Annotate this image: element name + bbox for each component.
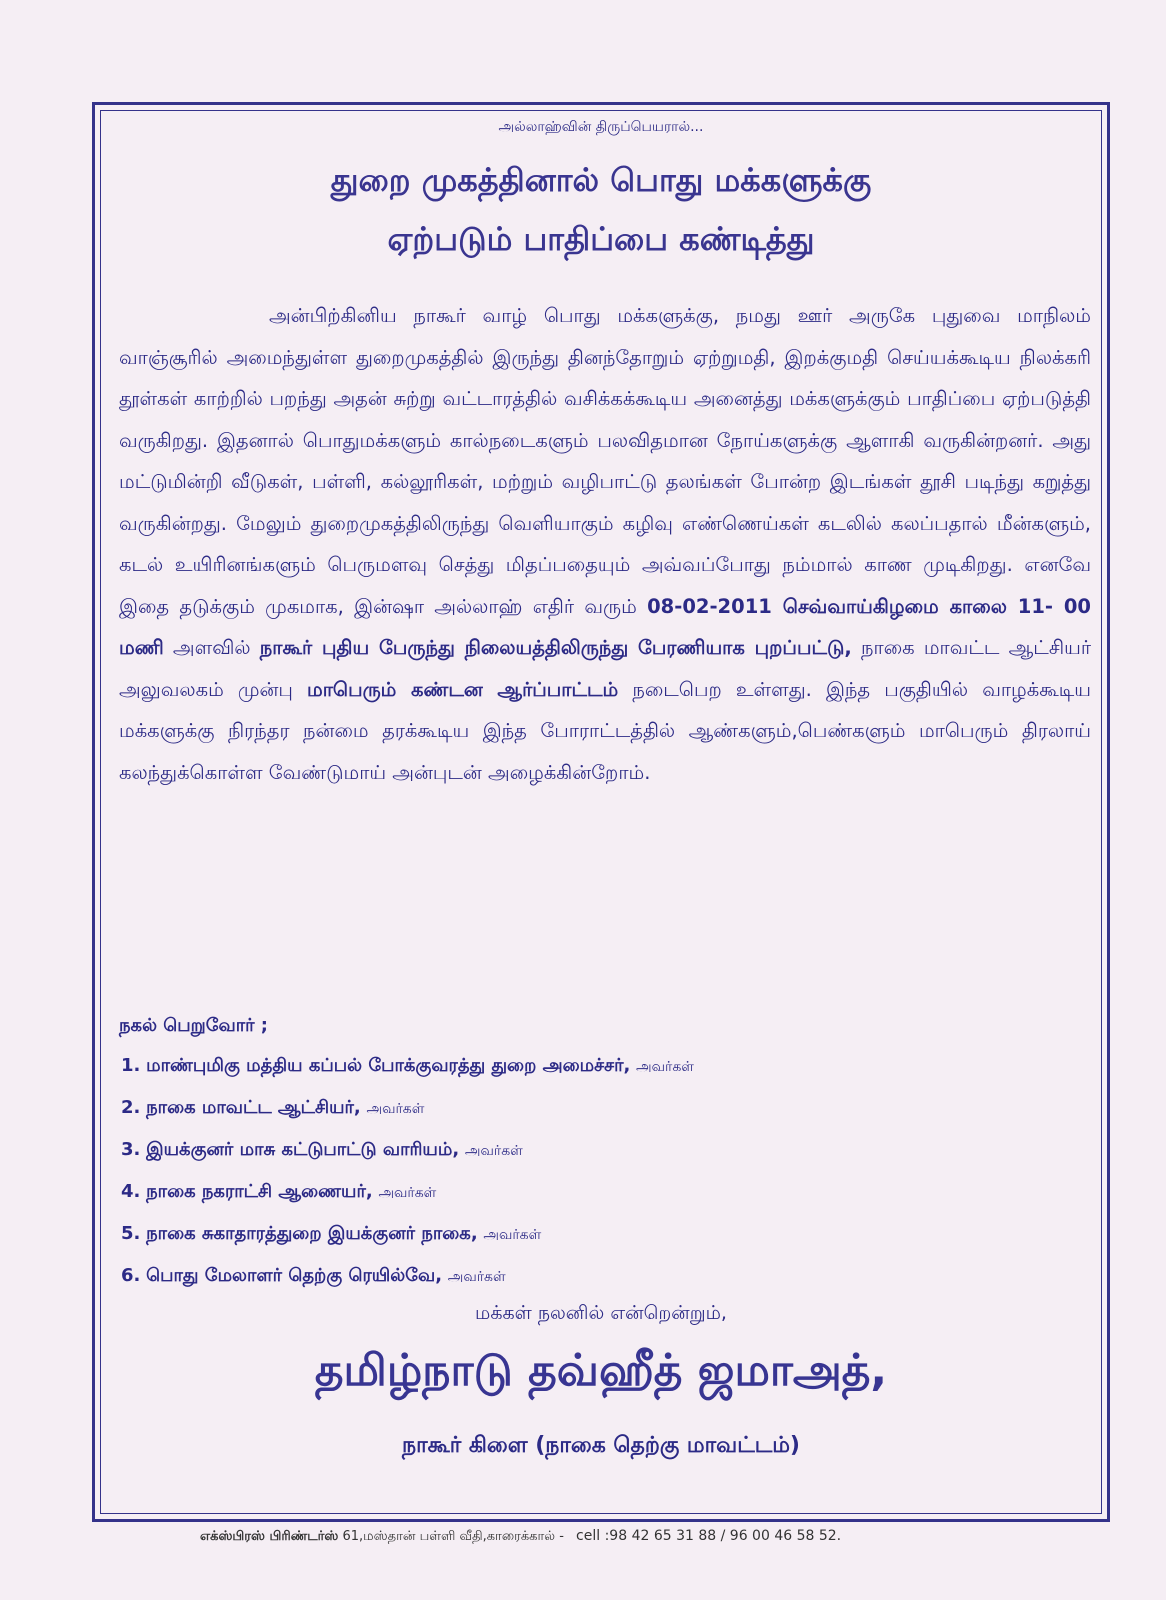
press-phone: cell :98 42 65 31 88 / 96 00 46 58 52. (576, 1528, 842, 1544)
body-part-3: அளவில் (172, 636, 251, 659)
rally-start-location: நாகூர் புதிய பேருந்து நிலையத்திலிருந்து பேரணியாக புறப்பட்டு, (259, 636, 852, 659)
title-line-2: ஏற்படும் பாதிப்பை கண்டித்து (387, 220, 815, 258)
event-date-time: 08-02-2011 செவ்வாய்கிழமை காலை 11- 00 மணி (119, 594, 1091, 659)
branch-name: நாகூர் கிளை (நாகை தெற்கு மாவட்டம்) (402, 1433, 800, 1458)
body-part-1: அன்பிற்கினிய நாகூர் வாழ் பொது மக்களுக்கு, நமது ஊர் அருகே புதுவை மாநிலம் வாஞ்சூரில் அமைந்துள்ள துறைமுகத்தில் இருந்து தினந்தோறும் ஏற்றுமதி, இறக்குமதி செய்யக்கூடிய நிலக்கரி தூள்கள் காற்றில் பறந்து அதன் சுற்று வட்டாரத்தில் வசிக்கக்கூடிய அனைத்து மக்களுக்கும் பாதிப்பை ஏற்படுத்தி வருகிறது. இதனால் பொதுமக்களும் கால்நடைகளும் பலவிதமான நோய்களுக்கு ஆளாகி வருகின்றனர். அது மட்டுமின்றி வீடுகள், பள்ளி, கல்லூரிகள், மற்றும் வழிபாட்டு தலங்கள் போன்ற இடங்கள் தூசி படிந்து கறுத்து வருகின்றது. மேலும் துறைமுகத்திலிருந்து வெளியாகும் கழிவு எண்ணெய்கள் கடலில் கலப்பதால் மீன்களும், கடல் உயிரினங்களும் பெருமளவு செத்து மிதப்பதையும் அவ்வப்போது நம்மால் காண முடிகிறது. எனவே இதை தடுக்கும் முகமாக, இன்ஷா அல்லாஹ் எதிர் (119, 304, 1091, 618)
notice-frame (92, 102, 1110, 1522)
body-paragraph (119, 295, 1091, 793)
list-item: 6. பொது மேலாளர் தெற்கு ரெயில்வே, அவர்கள் (121, 1265, 506, 1286)
printer-footer (200, 1528, 841, 1545)
title-line-1: துறை முகத்தினால் பொது மக்களுக்கு (330, 161, 872, 199)
body-part-5: நடைபெற உள்ளது. இந்த பகுதியில் வாழக்கூடிய மக்களுக்கு நிரந்தர நன்மை தரக்கூடிய இந்த போராட்டத்தில் ஆண்களும்,பெண்களும் மாபெரும் திரலாய் கலந்துக்கொள்ள வேண்டுமாய் அன்புடன் அழைக்கின்றோம். (119, 677, 1092, 784)
protest-name: மாபெரும் கண்டன ஆர்ப்பாட்டம் (307, 677, 619, 701)
press-address: 61,மஸ்தான் பள்ளி வீதி,காரைக்கால் - (342, 1529, 564, 1544)
list-item: 5. நாகை சுகாதாரத்துறை இயக்குனர் நாகை, அவர்கள் (121, 1223, 542, 1244)
press-name: எக்ஸ்பிரஸ் பிரிண்டர்ஸ் (200, 1529, 339, 1544)
body-part-4: நாகை மாவட்ட ஆட்சியர் அலுவலகம் முன்பு (119, 636, 1092, 701)
list-item: 2. நாகை மாவட்ட ஆட்சியர், அவர்கள் (121, 1097, 425, 1118)
list-item: 4. நாகை நகராட்சி ஆணையர், அவர்கள் (121, 1181, 437, 1202)
bismillah-text: அல்லாஹ்வின் திருப்பெயரால்... (498, 119, 704, 135)
body-part-2: வரும் (584, 594, 637, 618)
copy-recipients-list (121, 1055, 694, 1307)
closing-line: மக்கள் நலனில் என்றென்றும், (475, 1302, 727, 1324)
list-item: 1. மாண்புமிகு மத்திய கப்பல் போக்குவரத்து துறை அமைச்சர், அவர்கள் (121, 1055, 694, 1076)
organization-name: தமிழ்நாடு தவ்ஹீத் ஜமாஅத், (314, 1345, 888, 1396)
list-item: 3. இயக்குனர் மாசு கட்டுபாட்டு வாரியம், அவர்கள் (121, 1139, 523, 1160)
copy-recipients-heading: நகல் பெறுவோர் ; (119, 1015, 269, 1036)
